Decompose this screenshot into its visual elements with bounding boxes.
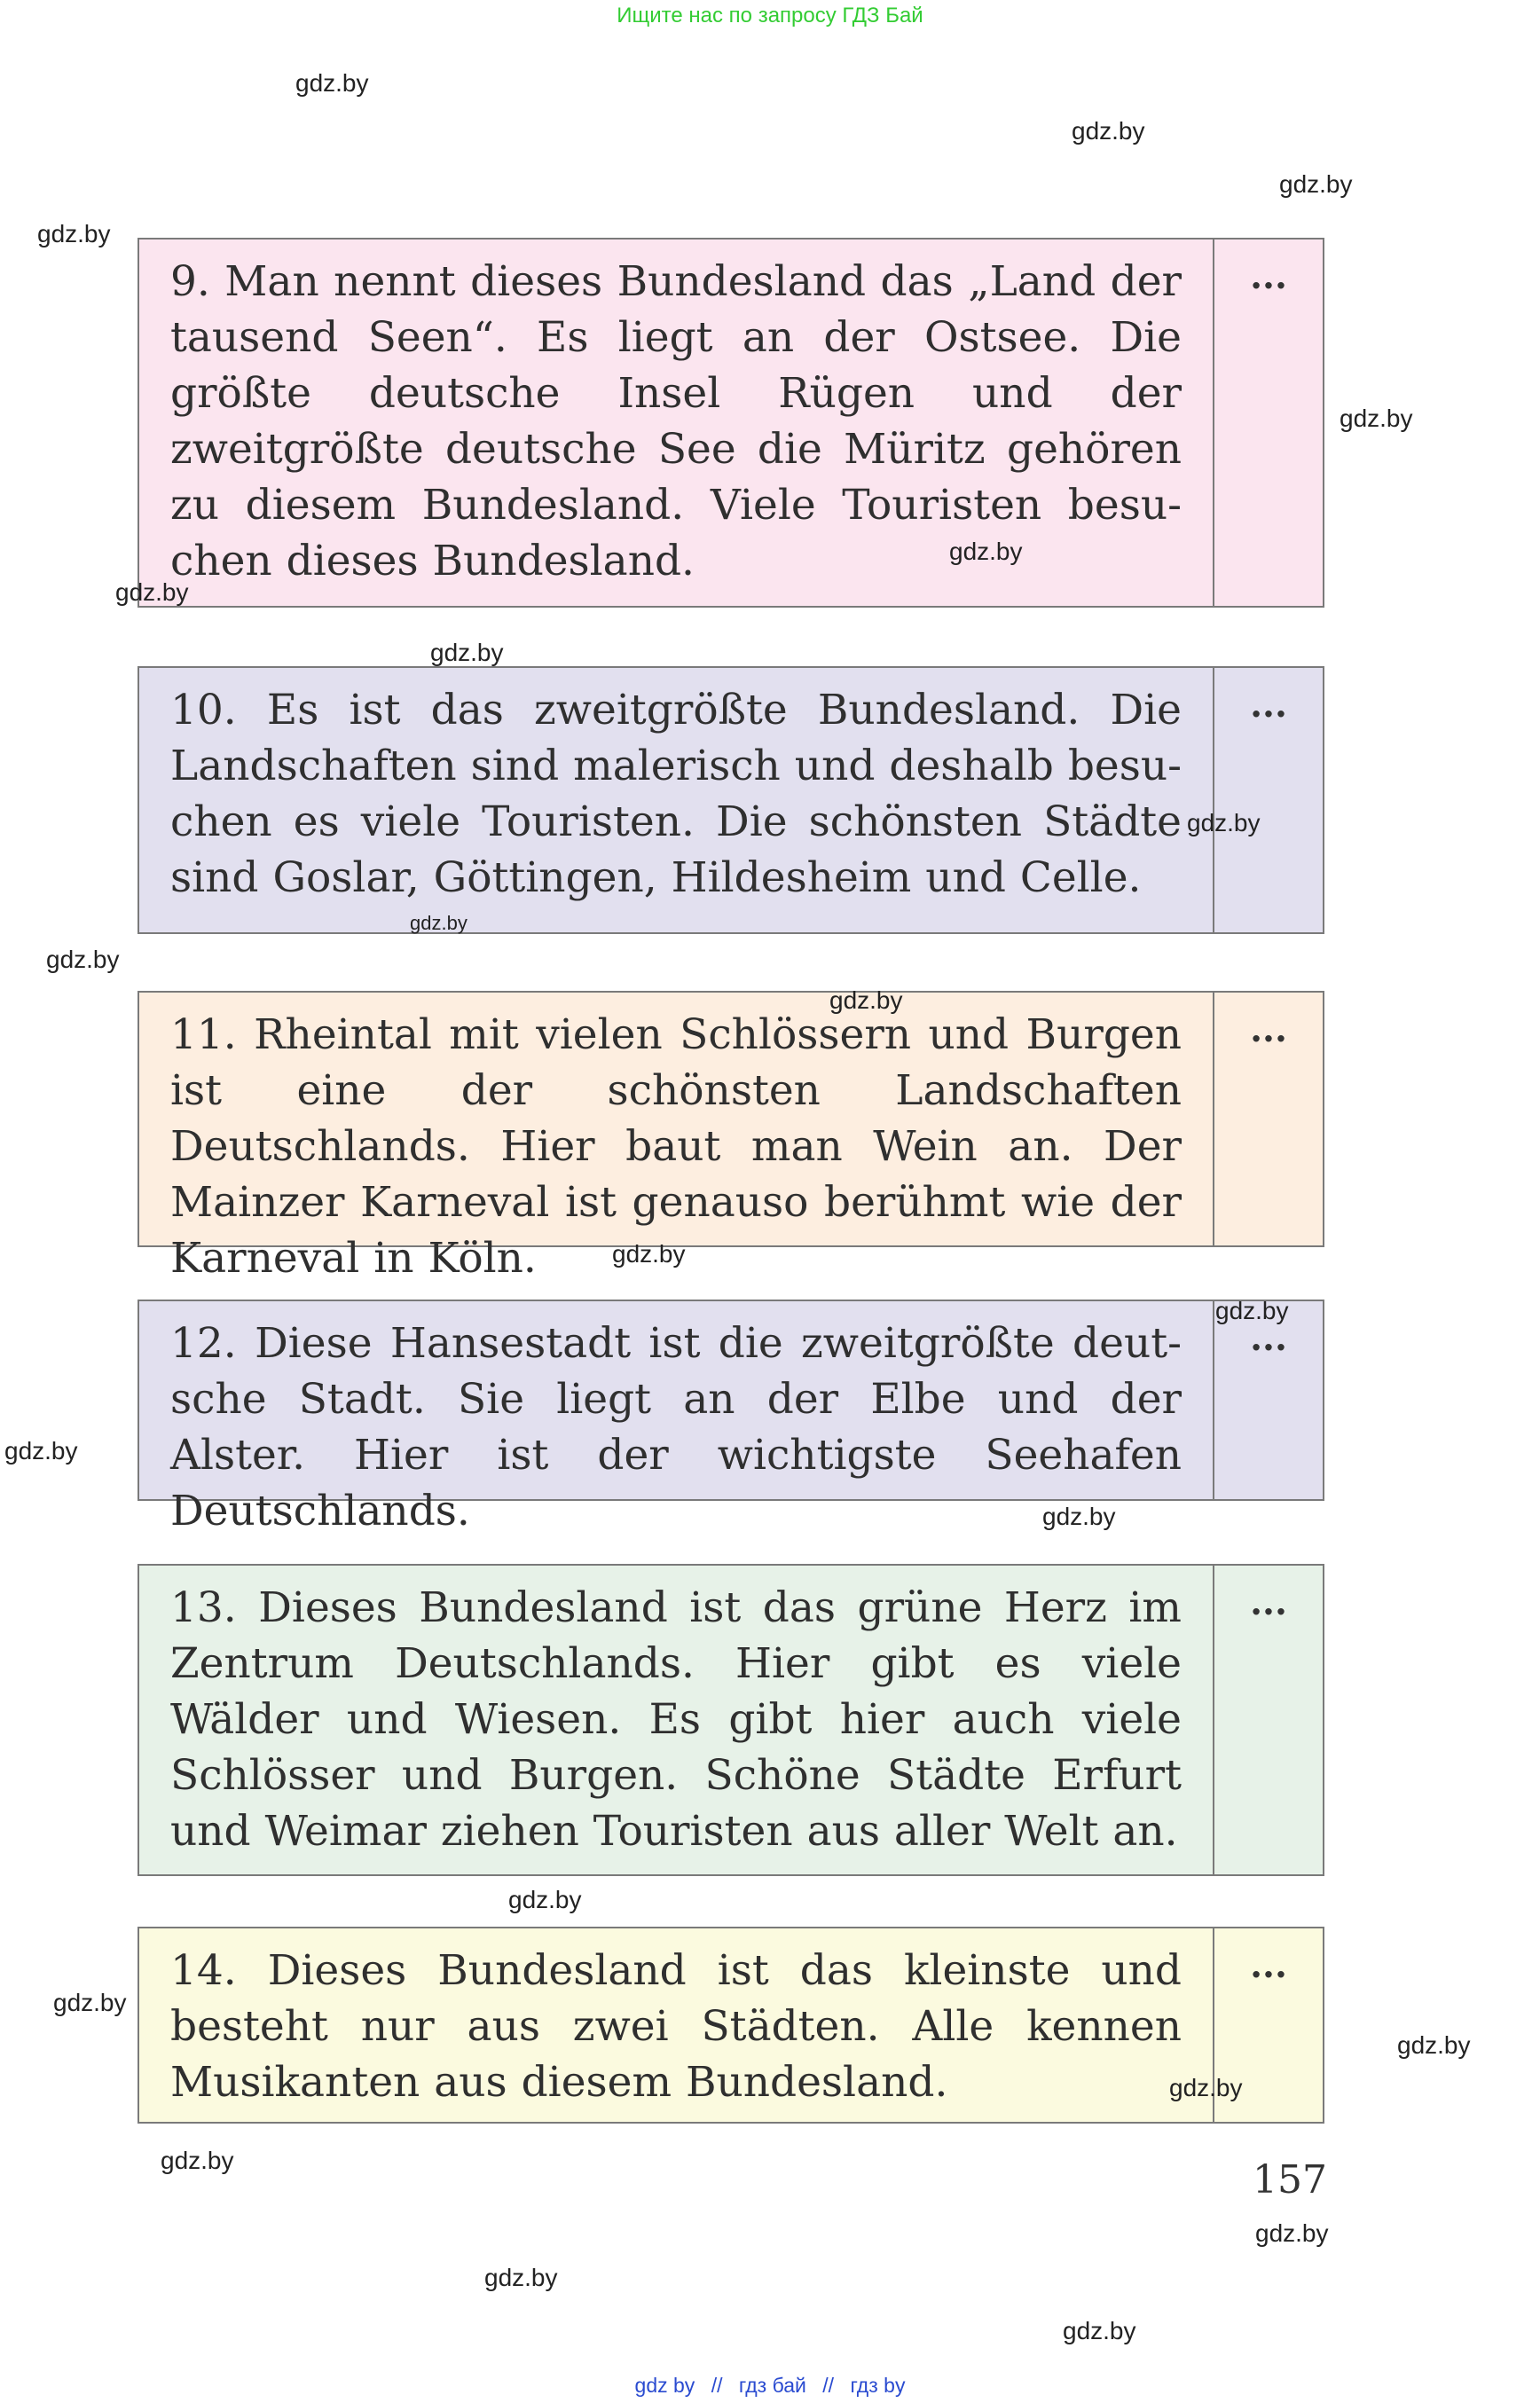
watermark: gdz.by [612,1240,686,1268]
watermark: gdz.by [1042,1503,1116,1530]
watermark: gdz.by [949,538,1023,565]
card-text-11: 11. Rheintal mit vielen Schlössern und Burgen ist eine der schönsten Landschaften Deutschlands. Hier baut man Wein an. Der Mainzer Karneval ist genauso berühmt wie der Karneval in Köln. [170,1010,1182,1283]
card-text-10: 10. Es ist das zweitgrößte Bundesland. Die Landschaften sind malerisch und deshalb besuchen es viele Touristen. Die schönsten Städte sind Goslar, Göttingen, Hildesheim und Celle. [170,686,1182,902]
page-number: 157 [1253,2157,1327,2203]
answer-cell-10: ... [1213,668,1323,932]
watermark: gdz.by [1215,1297,1289,1324]
footer-separator: // [711,2374,723,2397]
watermark: gdz.by [46,946,120,973]
exercise-card-9 [138,238,1324,608]
top-banner-link[interactable]: Ищите нас по запросу ГДЗ Бай [617,4,923,27]
watermark: gdz.by [829,986,903,1014]
watermark: gdz.by [37,220,111,247]
watermark: gdz.by [1397,2031,1471,2059]
watermark: gdz.by [1279,170,1353,198]
exercise-card-14 [138,1927,1324,2124]
watermark: gdz.by [1340,404,1413,432]
footer-link-gdz-by-ru[interactable]: гдз by [850,2374,906,2397]
answer-cell-13: ... [1213,1566,1323,1874]
answer-cell-14: ... [1213,1928,1323,2122]
watermark: gdz.by [410,912,468,934]
answer-cell-11: ... [1213,993,1323,1245]
watermark: gdz.by [53,1989,127,2016]
watermark: gdz.by [1169,2074,1243,2101]
watermark: gdz.by [115,578,189,606]
footer-separator: // [822,2374,835,2397]
watermark: gdz.by [295,69,369,97]
watermark: gdz.by [4,1437,78,1465]
watermark: gdz.by [430,639,504,666]
exercise-card-13 [138,1564,1324,1876]
card-text-9: 9. Man nennt dieses Bundesland das „Land der tausend Seen“. Es liegt an der Ostsee. Die größte deutsche Insel Rügen und der zweitgrößte deutsche See die Müritz gehören zu diesem Bundesland. Viele Touristen besuchen dieses Bundesland. [170,257,1182,585]
watermark: gdz.by [508,1886,582,1913]
card-text-14: 14. Dieses Bundesland ist das kleinste und besteht nur aus zwei Städten. Alle kennen Musikanten aus diesem Bundesland. [170,1946,1182,2107]
answer-cell-12: ... [1213,1301,1323,1499]
watermark: gdz.by [1255,2219,1329,2247]
card-text-12: 12. Diese Hansestadt ist die zweitgrößte deutsche Stadt. Sie liegt an der Elbe und der Alster. Hier ist der wichtigste Seehafen Deutschlands. [170,1319,1182,1535]
watermark: gdz.by [1187,809,1261,836]
exercise-card-10 [138,666,1324,934]
watermark: gdz.by [161,2147,234,2174]
watermark: gdz.by [1063,2317,1136,2344]
watermark: gdz.by [1072,117,1145,145]
watermark: gdz.by [484,2264,558,2291]
footer-link-gdz-by[interactable]: gdz by [634,2374,695,2397]
footer-links [0,2374,1540,2398]
footer-link-gdz-bai[interactable]: гдз бай [738,2374,806,2397]
answer-cell-9: ... [1213,240,1323,606]
card-text-13: 13. Dieses Bundesland ist das grüne Herz im Zentrum Deutschlands. Hier gibt es viele Wälder und Wiesen. Es gibt hier auch viele Schlösser und Burgen. Schöne Städte Erfurt und Weimar ziehen Touristen aus aller Welt an. [170,1583,1182,1856]
